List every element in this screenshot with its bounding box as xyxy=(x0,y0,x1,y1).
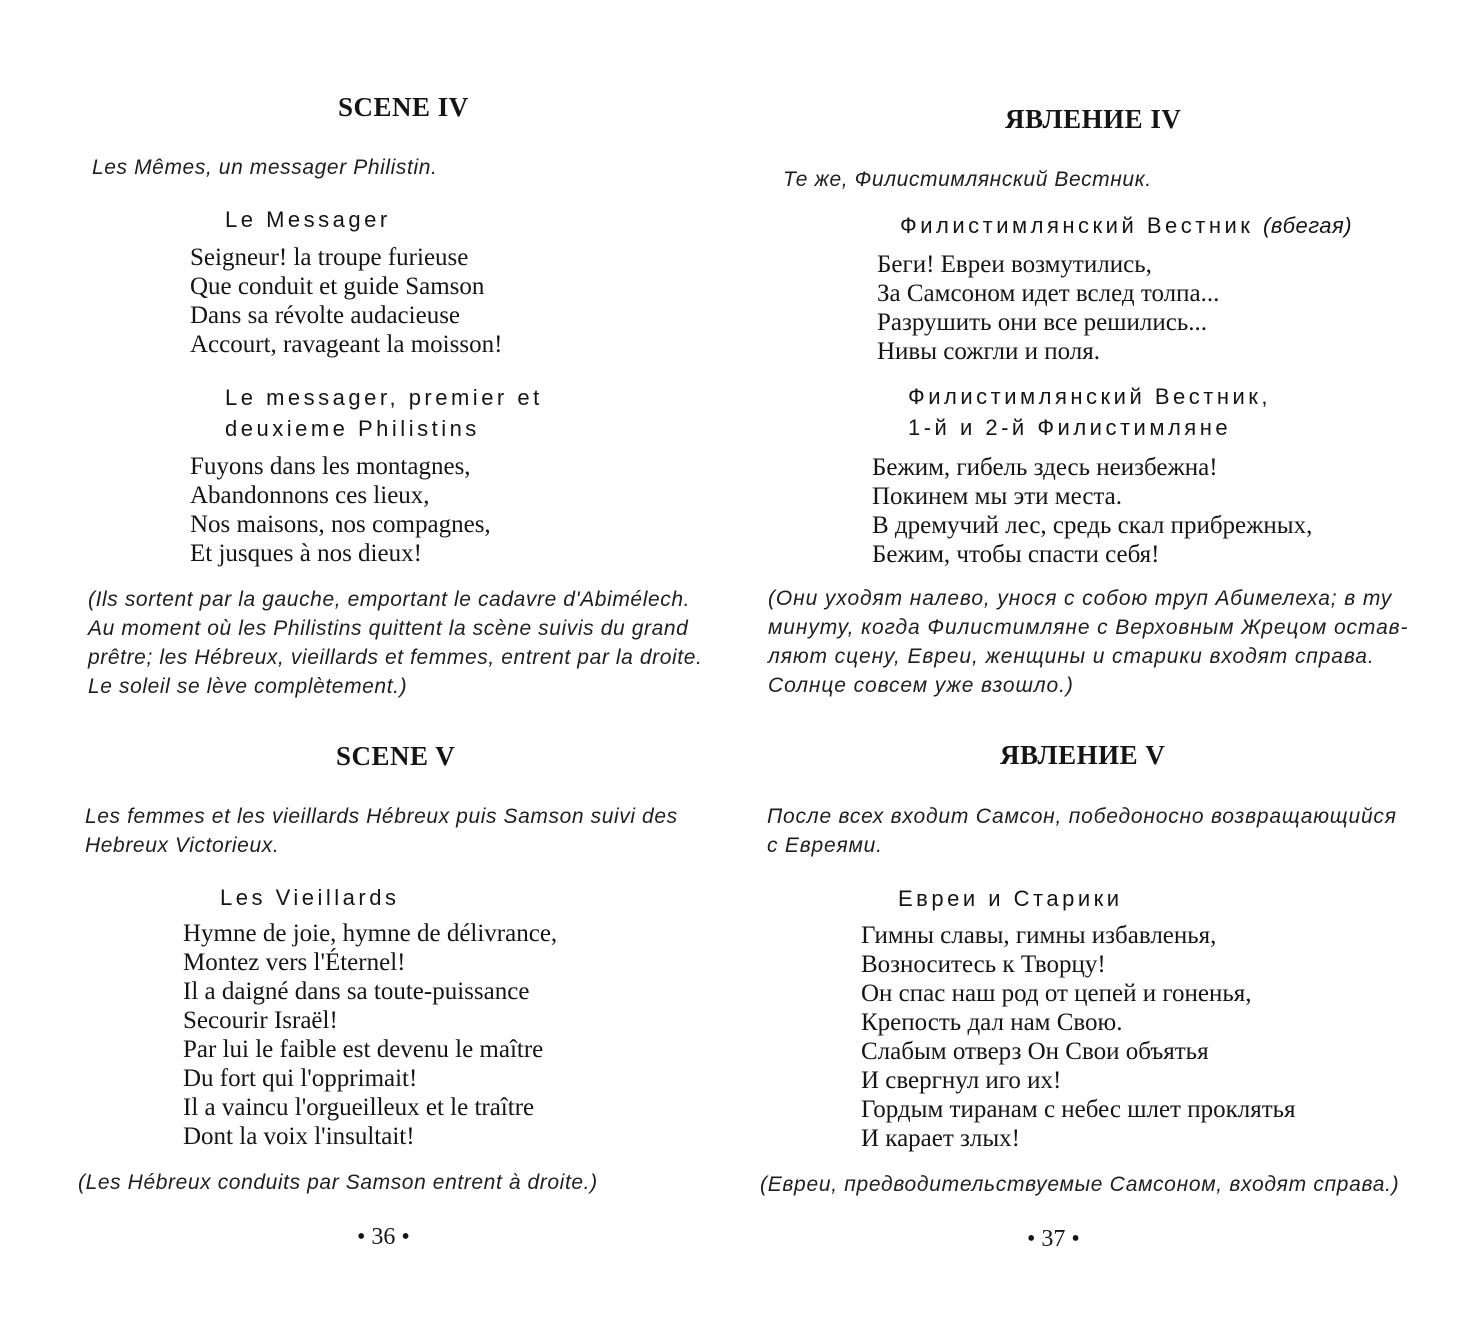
verse-evrei-ru xyxy=(861,921,1296,1153)
verse-line: Нивы сожгли и поля. xyxy=(877,338,1101,365)
speaker-line: Le messager, premier et xyxy=(225,385,543,410)
scene-iv-cast-ru: Те же, Филистимлянский Вестник. xyxy=(783,168,1152,191)
verse-line: Il a daigné dans sa toute-puissance xyxy=(183,978,530,1005)
verse-line: Montez vers l'Éternel! xyxy=(183,949,406,976)
scene-v-title: SCENE V xyxy=(336,741,456,771)
verse-line: Secourir Israël! xyxy=(183,1007,338,1034)
verse-philistimlyane-ru xyxy=(872,453,1312,569)
speaker-line: Филистимлянский Вестник, xyxy=(908,384,1272,409)
verse-line: Слабым отверз Он Свои объятья xyxy=(861,1038,1209,1065)
verse-line: Бежим, чтобы спасти себя! xyxy=(872,541,1160,568)
verse-line: Беги! Евреи возмутились, xyxy=(877,251,1152,278)
scene-iv-direction xyxy=(88,585,702,701)
speaker-line: deuxieme Philistins xyxy=(225,416,480,441)
verse-line: Бежим, гибель здесь неизбежна! xyxy=(872,454,1218,481)
cast-line: После всех входит Самсон, победоносно возвращающийся xyxy=(767,805,1397,828)
verse-line: Du fort qui l'opprimait! xyxy=(183,1065,418,1092)
verse-line: Accourt, ravageant la moisson! xyxy=(190,331,503,358)
speaker-name: Филистимлянский Вестник xyxy=(900,213,1254,238)
speaker-messager: Le Messager xyxy=(225,207,391,232)
scene-v-title-ru: ЯВЛЕНИЕ V xyxy=(1000,740,1166,770)
speaker-line: 1-й и 2-й Филистимляне xyxy=(908,415,1232,440)
direction-line: prêtre; les Hébreux, vieillards et femmes, entrent par la droite. xyxy=(88,646,703,669)
verse-line: Nos maisons, nos compagnes, xyxy=(190,511,491,538)
verse-line: За Самсоном идет вслед толпа... xyxy=(877,280,1220,307)
verse-line: Fuyons dans les montagnes, xyxy=(190,453,471,480)
speaker-vestnik-philistimlyane-ru xyxy=(908,381,1271,443)
cast-line: Les femmes et les vieillards Hébreux puis Samson suivi des xyxy=(85,805,678,828)
direction-line: (Ils sortent par la gauche, emportant le cadavre d'Abimélech. xyxy=(88,588,691,611)
scene-iv-title-ru: ЯВЛЕНИЕ IV xyxy=(1005,104,1182,134)
right-page xyxy=(735,0,1470,1323)
speaker-vieillards: Les Vieillards xyxy=(220,885,400,910)
verse-line: Гимны славы, гимны избавленья, xyxy=(861,922,1217,949)
direction-line: минуту, когда Филистимляне с Верховным Жрецом остав- xyxy=(768,616,1409,639)
scene-v-direction: (Les Hébreux conduits par Samson entrent à droite.) xyxy=(78,1171,598,1194)
verse-line: И карает злых! xyxy=(861,1125,1021,1152)
scene-iv-title: SCENE IV xyxy=(338,92,469,122)
verse-line: Il a vaincu l'orgueilleux et le traître xyxy=(183,1094,535,1121)
speaker-messager-philistins xyxy=(225,382,543,444)
verse-line: Гордым тиранам с небес шлет проклятья xyxy=(861,1096,1296,1123)
verse-line: Dans sa révolte audacieuse xyxy=(190,302,461,329)
verse-vieillards xyxy=(183,919,557,1151)
speaker-note: (вбегая) xyxy=(1263,213,1353,238)
scene-v-direction-ru: (Евреи, предводительствуемые Самсоном, входят справа.) xyxy=(760,1173,1400,1196)
direction-line: ляют сцену, Евреи, женщины и старики входят справа. xyxy=(768,645,1375,668)
verse-line: Hymne de joie, hymne de délivrance, xyxy=(183,920,558,947)
verse-line: Par lui le faible est devenu le maître xyxy=(183,1036,544,1063)
verse-line: Et jusques à nos dieux! xyxy=(190,540,422,567)
cast-line: с Евреями. xyxy=(767,834,883,857)
scene-iv-direction-ru xyxy=(768,584,1408,700)
verse-line: Возноситесь к Творцу! xyxy=(861,951,1106,978)
verse-line: И свергнул иго их! xyxy=(861,1067,1062,1094)
direction-line: Le soleil se lève complètement.) xyxy=(88,675,408,698)
verse-line: Разрушить они все решились... xyxy=(877,309,1207,336)
verse-line: Que conduit et guide Samson xyxy=(190,273,485,300)
verse-line: В дремучий лес, средь скал прибрежных, xyxy=(872,512,1313,539)
verse-line: Крепость дал нам Свою. xyxy=(861,1009,1123,1036)
scene-v-cast-ru xyxy=(767,802,1397,860)
page-number-right: • 37 • xyxy=(1027,1226,1080,1252)
verse-philistins xyxy=(190,452,491,568)
scene-iv-cast: Les Mêmes, un messager Philistin. xyxy=(92,156,438,179)
verse-line: Seigneur! la troupe furieuse xyxy=(190,244,469,271)
verse-line: Он спас наш род от цепей и гоненья, xyxy=(861,980,1252,1007)
page-number-left: • 36 • xyxy=(357,1224,410,1250)
scene-v-cast xyxy=(85,802,678,860)
verse-messager xyxy=(190,243,502,359)
speaker-vestnik-ru xyxy=(900,210,1352,241)
speaker-evrei-stariki-ru: Евреи и Старики xyxy=(898,886,1123,911)
verse-vestnik-ru xyxy=(877,250,1219,366)
direction-line: (Они уходят налево, унося с собою труп Абимелеха; в ту xyxy=(768,587,1393,610)
verse-line: Abandonnons ces lieux, xyxy=(190,482,430,509)
cast-line: Hebreux Victorieux. xyxy=(85,834,280,857)
direction-line: Солнце совсем уже взошло.) xyxy=(768,674,1074,697)
direction-line: Au moment où les Philistins quittent la scène suivis du grand xyxy=(88,617,689,640)
verse-line: Dont la voix l'insultait! xyxy=(183,1123,415,1150)
verse-line: Покинем мы эти места. xyxy=(872,483,1122,510)
